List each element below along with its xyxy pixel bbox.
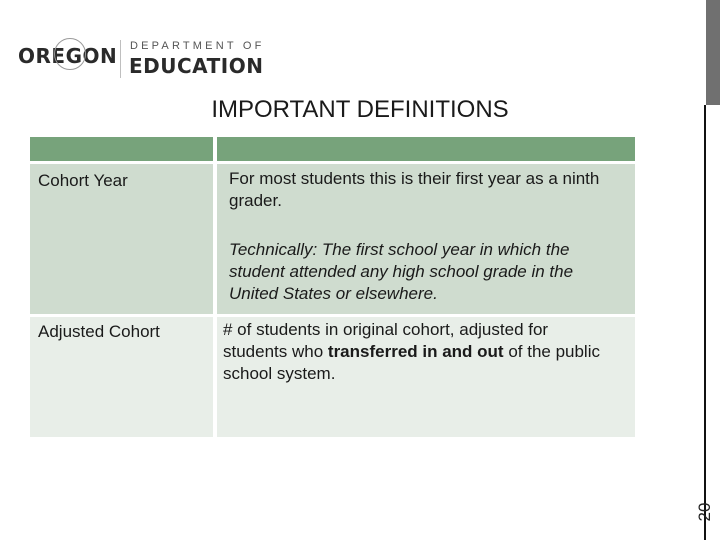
adjusted-cohort-definition-bold: transferred in and out [327,342,504,361]
logo-divider [120,40,121,78]
page-number: 20 [695,502,714,522]
page-title: IMPORTANT DEFINITIONS [211,96,509,123]
table-row-definition-cell [217,164,635,314]
adjusted-cohort-definition [223,319,617,385]
right-accent-bar [706,0,720,105]
term-cohort-year: Cohort Year [38,171,128,190]
cohort-year-technical-definition: Technically: The first school year in which the student attended any high school grade in the United States or elsewhere. [229,240,574,303]
table-header-cell-term [30,137,213,161]
table-header-cell-definition [217,137,635,161]
adjusted-cohort-definition-suffix: of the public school system. [223,342,600,383]
term-adjusted-cohort: Adjusted Cohort [38,322,160,341]
table-row-term-cell [30,317,213,437]
table-row-term-cell [30,164,213,314]
logo-department-of-text: DEPARTMENT OF [130,40,265,52]
state-seal-icon [54,38,86,70]
oregon-department-of-education-logo [18,36,268,82]
logo-education-text: EDUCATION [129,54,264,78]
table-row-definition-cell [217,317,635,437]
right-accent-line [704,105,706,540]
definitions-table [30,137,635,437]
logo-oregon-text: OREGON [18,44,118,68]
cohort-year-definition: For most students this is their first year as a ninth grader. [229,169,600,210]
adjusted-cohort-definition-prefix: # of students in original cohort, adjusted for students who [223,320,549,361]
